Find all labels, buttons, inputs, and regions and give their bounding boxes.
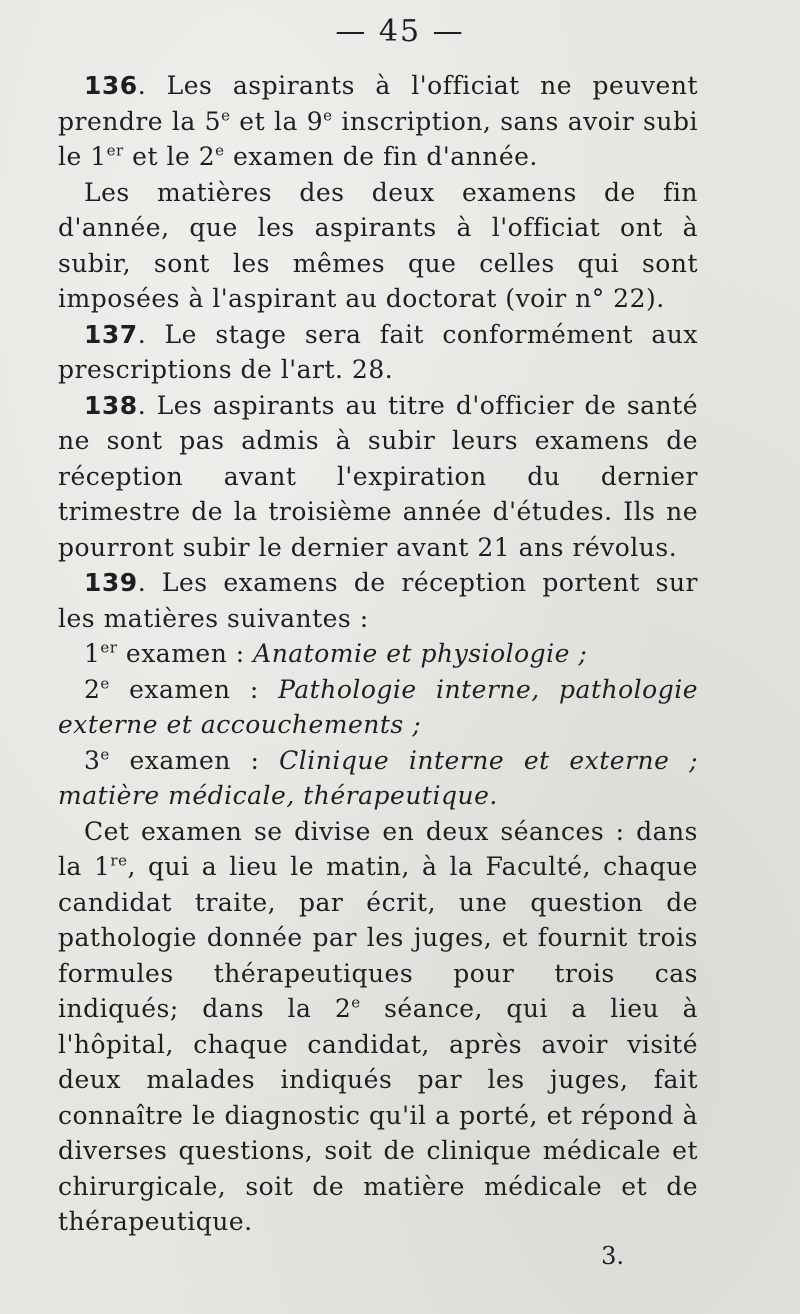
exam-ordinal: 1 xyxy=(84,639,101,668)
article-number: 138 xyxy=(84,390,138,420)
article-number: 139 xyxy=(84,568,138,597)
paragraph-text: et le 2 xyxy=(123,142,216,171)
paragraph-text: , qui a lieu le matin, à la Faculté, chaque candidat traite, par écrit, une question de pathologie donnée par les juges, et fournit trois formules thérapeutiques pour trois cas indiqués; dans la 2 xyxy=(58,852,698,1023)
signature-mark: 3. xyxy=(601,1242,624,1270)
paragraph-matieres: Les matières des deux examens de fin d'année, que les aspirants à l'officiat ont à subir, sont les mêmes que celles qui sont imposées à l'aspirant au doctorat (voir n° 22). xyxy=(58,177,698,313)
paragraph-text: séance, qui a lieu à l'hôpital, chaque candidat, après avoir visité deux malades indiqués par les juges, fait connaître le diagnostic qu'il a porté, et répond à diverses questions, soit de clinique médicale et chirurgicale, soit de matière médicale et de thérapeutique. xyxy=(58,994,699,1236)
exam-ordinal: 3 xyxy=(84,745,101,775)
exam-subject: Anatomie et physiologie ; xyxy=(253,639,588,668)
exam-ordinal: 2 xyxy=(84,674,101,704)
superscript: e xyxy=(323,105,333,124)
exam-label: examen : xyxy=(109,745,280,775)
superscript: e xyxy=(215,141,225,160)
exam-item-2 xyxy=(58,672,698,743)
exam-subject: Clinique interne et externe ; matière médicale, thérapeutique. xyxy=(58,745,698,810)
paragraph-text: . Le stage sera fait conformément aux prescriptions de l'art. 28. xyxy=(58,319,698,384)
paragraph-139 xyxy=(58,565,698,636)
superscript: er xyxy=(106,141,124,160)
paragraph-text: . Les aspirants à l'officiat ne peuvent prendre la 5 xyxy=(58,71,698,136)
paragraph-137 xyxy=(58,317,698,388)
paragraph-text: inscription, sans avoir subi le 1 xyxy=(58,106,698,171)
paragraph-text: Cet examen se divise en deux séances : dans la 1 xyxy=(58,816,698,881)
exam-item-3 xyxy=(58,743,698,814)
exam-item-1 xyxy=(58,636,698,672)
exam-subject: Pathologie interne, pathologie externe et accouchements ; xyxy=(58,674,699,739)
superscript: e xyxy=(100,673,110,692)
paragraph-seances xyxy=(58,814,698,1240)
paragraph-text: . Les aspirants au titre d'officier de santé ne sont pas admis à subir leurs examens de réception avant l'expiration du dernier trimestre de la troisième année d'études. Ils ne pourront subir le dernier avant 21 ans révolus. xyxy=(58,390,698,562)
exam-label: examen : xyxy=(109,674,279,704)
superscript: e xyxy=(351,993,361,1012)
article-number: 136 xyxy=(84,71,138,100)
page-body xyxy=(58,68,698,1240)
paragraph-138 xyxy=(58,388,698,566)
superscript: re xyxy=(110,851,128,870)
paragraph-136 xyxy=(58,68,698,175)
paragraph-text: . Les examens de réception portent sur les matières suivantes : xyxy=(58,568,698,633)
superscript: e xyxy=(221,105,231,124)
article-number: 137 xyxy=(84,319,138,349)
superscript: er xyxy=(100,638,118,657)
paragraph-text: examen de fin d'année. xyxy=(224,142,538,171)
page-number-header: — 45 — xyxy=(335,14,465,49)
paragraph-text: et la 9 xyxy=(230,106,324,136)
superscript: e xyxy=(100,744,110,763)
exam-label: examen : xyxy=(117,639,254,668)
